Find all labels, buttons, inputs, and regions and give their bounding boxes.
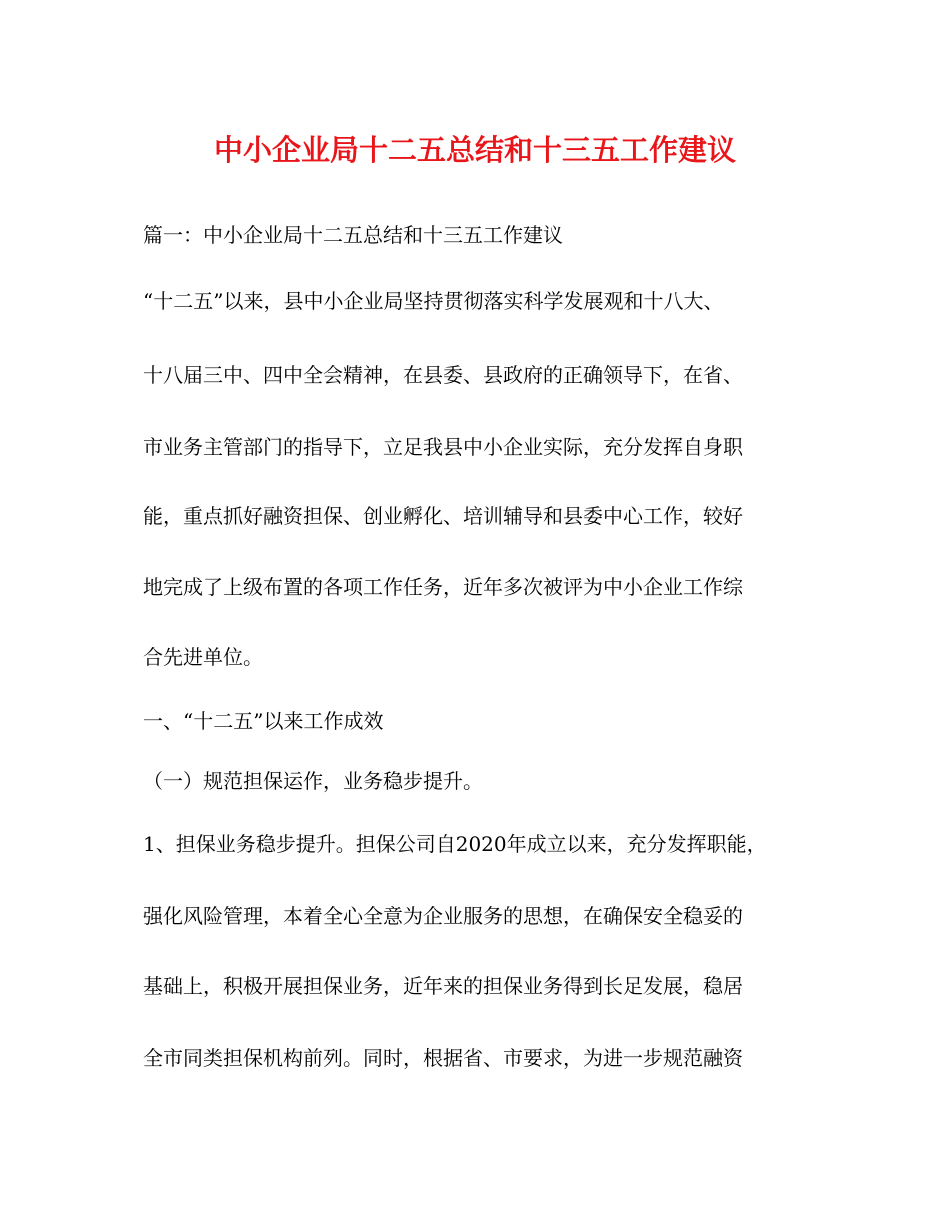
paragraph-line: 市业务主管部门的指导下，立足我县中小企业实际，充分发挥自身职 [143,435,743,459]
paragraph-line: 强化风险管理，本着全心全意为企业服务的思想，在确保安全稳妥的 [143,904,743,928]
paragraph-line: 全市同类担保机构前列。同时，根据省、市要求，为进一步规范融资 [143,1046,743,1070]
document-title: 中小企业局十二五总结和十三五工作建议 [213,133,736,167]
paragraph-line: 地完成了上级布置的各项工作任务，近年多次被评为中小企业工作综 [143,575,743,599]
paragraph-line: 合先进单位。 [143,645,263,669]
paragraph-line: 十八届三中、四中全会精神，在县委、县政府的正确领导下，在省、 [143,363,743,387]
paragraph-line: 1、担保业务稳步提升。担保公司自2020年成立以来，充分发挥职能， [143,832,767,856]
paragraph-line: 能，重点抓好融资担保、创业孵化、培训辅导和县委中心工作，较好 [143,504,743,528]
paragraph-line: “十二五”以来，县中小企业局坚持贯彻落实科学发展观和十八大、 [143,289,724,313]
paragraph-line: 基础上，积极开展担保业务，近年来的担保业务得到长足发展，稳居 [143,974,743,998]
section-heading: 一、“十二五”以来工作成效 [143,709,384,733]
subsection-heading: （一）规范担保运作，业务稳步提升。 [143,769,483,793]
paragraph-line: 篇一：中小企业局十二五总结和十三五工作建议 [143,223,563,247]
